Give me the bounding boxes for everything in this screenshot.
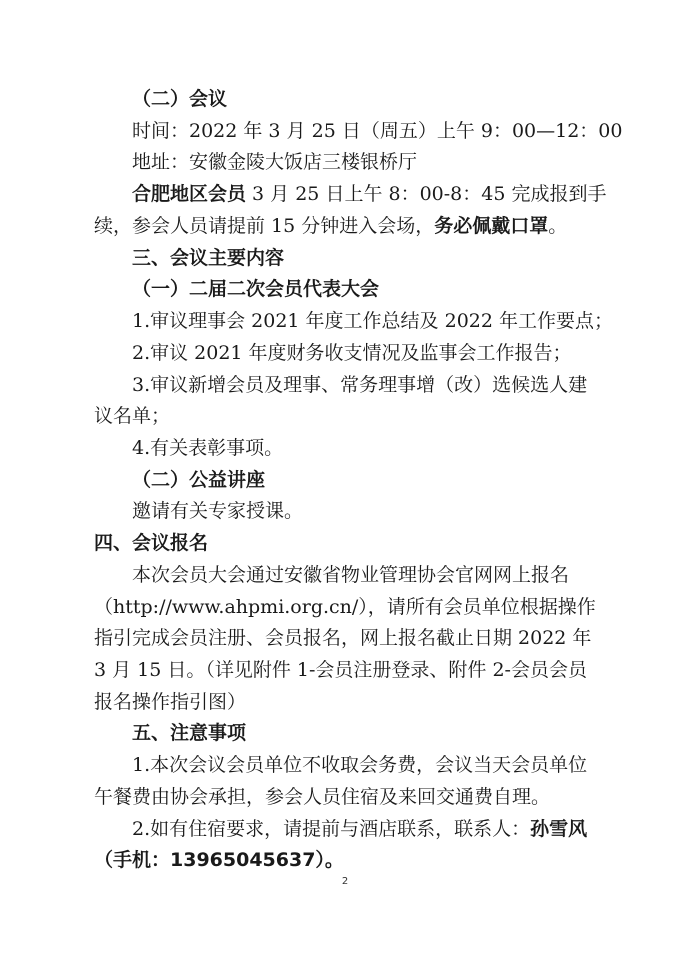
section3-item: 3.审议新增会员及理事、常务理事增（改）选候选人建 [132,374,588,396]
section3-title: 三、会议主要内容 [132,247,285,269]
section4-title: 四、会议报名 [94,532,209,554]
section5-title: 五、注意事项 [132,722,247,744]
contact-phone: （手机：13965045637）。 [94,849,344,871]
hefei-notice-line1 [132,181,612,207]
section4-line: 本次会员大会通过安徽省物业管理协会官网网上报名 [132,564,570,586]
section4-line: 指引完成会员注册、会员报名，网上报名截止日期 2022 年 [94,627,592,649]
section5-line: 午餐费由协会承担，参会人员住宿及来回交通费自理。 [94,786,551,808]
page-number: 2 [341,876,349,887]
section4-line: 报名操作指引图） [94,691,247,713]
section3-sub1: （一）二届二次会员代表大会 [132,278,380,300]
section5-line: 1.本次会议会员单位不收取会务费，会议当天会员单位 [132,754,588,776]
hefei-notice-line2-text: 续，参会人员请提前 15 分钟进入会场， [94,215,435,237]
section3-item: 4.有关表彰事项。 [132,437,284,459]
section3-item: 议名单； [94,405,171,427]
section3-sub2-text: 邀请有关专家授课。 [132,500,304,522]
section4-line: （http://www.ahpmi.org.cn/），请所有会员单位根据操作 [94,596,596,618]
mask-required-bold: 务必佩戴口罩 [434,215,549,237]
section3-item: 2.审议 2021 年度财务收支情况及监事会工作报告； [132,342,572,364]
meeting-time: 时间：2022 年 3 月 25 日（周五）上午 9：00—12：00 [132,120,623,142]
meeting-address: 地址：安徽金陵大饭店三楼银桥厅 [132,151,418,173]
meeting-heading: （二）会议 [132,88,228,110]
section5-line-contact [132,816,690,842]
section5-contact-text: 2.如有住宿要求，请提前与酒店联系，联系人： [132,818,531,840]
hefei-notice-line2 [94,213,690,239]
hefei-notice-line2-end: 。 [548,215,568,237]
hefei-members-bold: 合肥地区会员 [132,183,247,205]
contact-name: 孙雪风 [530,818,588,840]
hefei-notice-text: 3 月 25 日上午 8：00-8：45 完成报到手 [246,183,607,205]
section3-sub2: （二）公益讲座 [132,469,266,491]
section3-item: 1.审议理事会 2021 年度工作总结及 2022 年工作要点； [132,310,613,332]
section4-line: 3 月 15 日。（详见附件 1-会员注册登录、附件 2-会员会员 [94,659,587,681]
